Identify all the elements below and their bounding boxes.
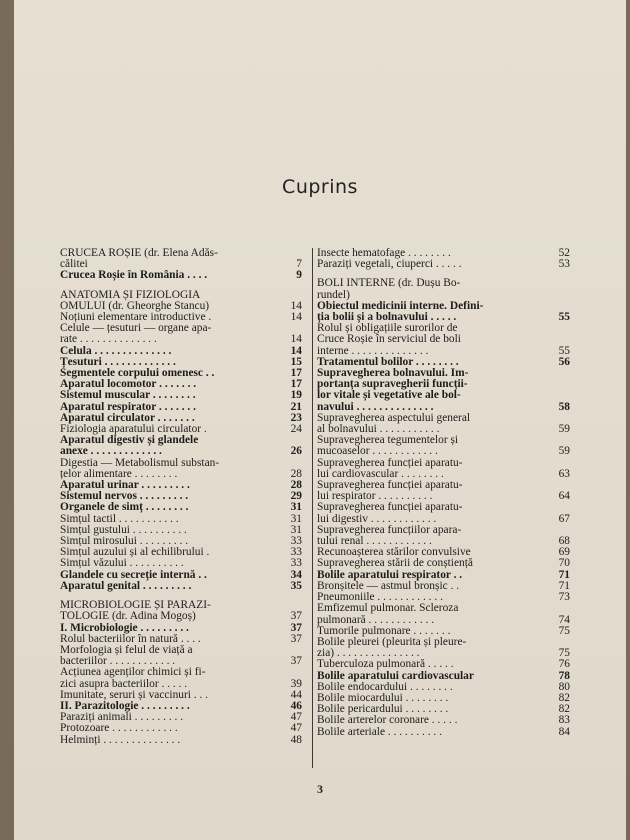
- toc-entry-line: Aparatul urinar . . . . . . . . .: [60, 479, 190, 492]
- toc-entry: [60, 558, 302, 569]
- toc-entry-page: 58: [558, 400, 570, 413]
- toc-entry-line: Insecte hematofage . . . . . . . .: [317, 247, 451, 259]
- toc-right-column: [317, 248, 570, 738]
- toc-entry: [317, 480, 570, 502]
- toc-entry-line: rate . . . . . . . . . . . . . .: [60, 333, 157, 346]
- toc-entry: [317, 525, 570, 547]
- toc-entry: [60, 735, 302, 746]
- toc-entry-line: călitei: [60, 258, 88, 271]
- toc-entry-line: Bolile miocardului . . . . . . . .: [317, 691, 449, 704]
- toc-entry-page: 71: [558, 568, 570, 581]
- toc-entry: [317, 458, 570, 480]
- toc-entry-line: Emfizemul pulmonar. Scleroza: [317, 602, 459, 615]
- toc-entry-page: 56: [558, 355, 570, 368]
- toc-entry-page: 47: [290, 711, 302, 724]
- toc-entry-page: 63: [558, 467, 570, 480]
- page-number: 3: [317, 782, 323, 796]
- toc-entry-page: 71: [558, 579, 570, 592]
- toc-entry-line: lui respirator . . . . . . . . . .: [317, 490, 433, 503]
- toc-entry-page: 55: [558, 344, 570, 357]
- toc-entry-line: Supravegherea aspectului general: [317, 411, 471, 424]
- toc-entry: [317, 715, 570, 726]
- toc-entry-page: 80: [558, 680, 570, 693]
- toc-entry-line: Segmentele corpului omenesc . .: [60, 367, 215, 380]
- toc-entry-line: Obiectul medicinii interne. Defini-: [317, 299, 484, 312]
- toc-entry-line: Cruce Roșie în serviciul de boli: [317, 333, 461, 346]
- toc-entry-line: ANATOMIA ȘI FIZIOLOGIA: [60, 288, 201, 301]
- toc-entry-page: 9: [296, 269, 302, 282]
- toc-entry-line: rundel): [317, 288, 350, 301]
- toc-entry: [317, 727, 570, 738]
- toc-entry-page: 37: [290, 610, 302, 623]
- toc-entry-page: 7: [296, 258, 302, 271]
- toc-entry-line: Sistemul muscular . . . . . . . .: [60, 389, 196, 402]
- toc-entry: [60, 600, 302, 622]
- toc-entry-page: 29: [290, 490, 302, 503]
- toc-entry-page: 17: [290, 367, 302, 380]
- toc-entry: [317, 502, 570, 524]
- toc-entry-page: 33: [290, 557, 302, 570]
- toc-entry-page: 23: [290, 411, 302, 424]
- toc-entry-line: țelor alimentare . . . . . . . .: [60, 467, 178, 480]
- toc-entry-page: 35: [290, 579, 302, 592]
- toc-entry-page: 52: [558, 247, 570, 259]
- toc-entry-line: lui cardiovascular . . . . . . . .: [317, 467, 444, 480]
- toc-entry: [317, 278, 570, 300]
- toc-entry-page: 26: [290, 445, 302, 458]
- toc-entry-line: lui digestiv . . . . . . . . . . . .: [317, 512, 437, 525]
- toc-entry: [317, 637, 570, 659]
- toc-entry-page: 33: [290, 546, 302, 559]
- page-title: Cuprins: [282, 176, 358, 198]
- toc-entry-line: Celula . . . . . . . . . . . . . .: [60, 344, 172, 357]
- toc-entry-page: 69: [558, 546, 570, 559]
- toc-entry-line: bacteriilor . . . . . . . . . . . .: [60, 655, 176, 668]
- toc-entry: [317, 368, 570, 413]
- toc-entry-line: Fiziologia aparatului circulator .: [60, 423, 207, 436]
- toc-entry-line: mucoaselor . . . . . . . . . . . .: [317, 445, 438, 458]
- toc-entry-page: 48: [290, 733, 302, 746]
- toc-entry: [317, 323, 570, 357]
- toc-entry-line: OMULUI (dr. Gheorghe Stancu): [60, 299, 210, 312]
- toc-entry-line: Acțiunea agenților chimici și fi-: [60, 666, 206, 679]
- toc-entry-page: 24: [290, 423, 302, 436]
- toc-entry-page: 31: [290, 512, 302, 525]
- toc-entry: [60, 667, 302, 689]
- toc-entry-line: Recunoașterea stărilor convulsive: [317, 546, 471, 559]
- toc-entry: [60, 390, 302, 401]
- toc-entry-line: Organele de simț . . . . . . . .: [60, 501, 189, 514]
- toc-entry-line: BOLI INTERNE (dr. Dușu Bo-: [317, 277, 461, 290]
- toc-entry: [60, 323, 302, 345]
- toc-entry-line: Supravegherea bolnavului. Im-: [317, 367, 469, 380]
- toc-entry: [317, 301, 570, 323]
- toc-entry-page: 68: [558, 535, 570, 548]
- toc-entry-line: Simțul mirosului . . . . . . . . .: [60, 535, 189, 548]
- toc-entry-line: Paraziți animali . . . . . . . . .: [60, 711, 184, 724]
- toc-entry-line: ția bolii și a bolnavului . . . . .: [317, 311, 457, 324]
- toc-entry: [60, 581, 302, 592]
- toc-entry-line: Imunitate, seruri și vaccinuri . . .: [60, 688, 209, 701]
- toc-left-column: [60, 248, 302, 746]
- toc-entry-line: Bolile aparatului respirator . .: [317, 568, 463, 581]
- toc-entry-page: 73: [558, 591, 570, 604]
- toc-entry-line: Bolile arteriale . . . . . . . . . .: [317, 725, 442, 738]
- toc-entry-page: 37: [290, 632, 302, 645]
- toc-entry-line: pulmonară . . . . . . . . . . . .: [317, 613, 435, 626]
- toc-entry-line: Aparatul circulator . . . . . . .: [60, 411, 195, 424]
- toc-entry-line: Noțiuni elementare introductive .: [60, 311, 212, 324]
- toc-entry-line: Sistemul nervos . . . . . . . . .: [60, 490, 189, 503]
- toc-entry-line: Rolul bacteriilor în natură . . . .: [60, 632, 201, 645]
- toc-entry-line: Simțul gustului . . . . . . . . . .: [60, 523, 187, 536]
- toc-entry-page: 70: [558, 557, 570, 570]
- toc-entry-line: Glandele cu secreție internă . .: [60, 568, 207, 581]
- toc-entry-line: zia) . . . . . . . . . . . . . . .: [317, 647, 420, 660]
- toc-entry-line: anexe . . . . . . . . . . . . .: [60, 445, 162, 458]
- toc-entry-line: Celule — țesuturi — organe apa-: [60, 322, 212, 335]
- toc-entry: [60, 435, 302, 457]
- column-divider: [312, 248, 313, 768]
- toc-entry-line: Bolile pericardului . . . . . . . .: [317, 703, 449, 716]
- toc-entry-page: 82: [558, 691, 570, 704]
- toc-entry-line: Supravegherea funcțiilor apara-: [317, 523, 462, 536]
- toc-entry-line: Protozoare . . . . . . . . . . . .: [60, 722, 178, 735]
- toc-entry-line: Supravegherea funcției aparatu-: [317, 501, 463, 514]
- toc-entry-line: Aparatul locomotor . . . . . . .: [60, 378, 197, 391]
- toc-entry-line: Supravegherea funcției aparatu-: [317, 479, 463, 492]
- toc-entry-line: Digestia — Metabolismul substan-: [60, 456, 220, 469]
- toc-entry-line: tului renal . . . . . . . . . . . .: [317, 535, 432, 548]
- toc-entry: [60, 502, 302, 513]
- toc-entry-line: Bolile aparatului cardiovascular: [317, 669, 474, 682]
- toc-entry-page: 59: [558, 423, 570, 436]
- toc-entry-line: Simțul tactil . . . . . . . . . . .: [60, 512, 179, 525]
- toc-entry-line: portanța supravegherii funcții-: [317, 378, 468, 391]
- toc-entry-page: 37: [290, 655, 302, 668]
- toc-entry-page: 78: [558, 669, 570, 682]
- toc-entry-page: 21: [290, 400, 302, 413]
- toc-entry-page: 31: [290, 501, 302, 514]
- toc-entry-page: 83: [558, 714, 570, 727]
- toc-entry-line: Tumorile pulmonare . . . . . . .: [317, 624, 451, 637]
- toc-entry-page: 47: [290, 722, 302, 735]
- toc-entry-line: II. Parazitologie . . . . . . . . .: [60, 699, 190, 712]
- toc-entry-page: 14: [290, 344, 302, 357]
- toc-entry-line: Bronșitele — astmul bronșic . .: [317, 579, 460, 592]
- toc-entry-page: 67: [558, 512, 570, 525]
- toc-entry: [60, 723, 302, 734]
- toc-entry-page: 17: [290, 378, 302, 391]
- toc-entry-page: 37: [290, 621, 302, 634]
- toc-entry-line: Aparatul respirator . . . . . . .: [60, 400, 196, 413]
- toc-entry-line: zici asupra bacteriilor . . . . .: [60, 677, 188, 690]
- toc-entry-page: 14: [290, 311, 302, 324]
- toc-entry-page: 76: [558, 658, 570, 671]
- toc-entry-line: Aparatul genital . . . . . . . . .: [60, 579, 192, 592]
- toc-entry: [317, 259, 570, 270]
- toc-entry-line: Pneumoniile . . . . . . . . . . . .: [317, 591, 443, 604]
- toc-entry-page: 28: [290, 479, 302, 492]
- toc-entry-line: TOLOGIE (dr. Adina Mogoș): [60, 610, 196, 623]
- toc-entry: [60, 270, 302, 281]
- toc-entry-line: Morfologia și felul de viață a: [60, 643, 193, 656]
- toc-entry: [317, 659, 570, 670]
- toc-entry-line: I. Microbiologie . . . . . . . . .: [60, 621, 189, 634]
- toc-entry-page: 28: [290, 467, 302, 480]
- toc-entry-line: Aparatul digestiv și glandele: [60, 434, 199, 447]
- toc-entry-page: 82: [558, 703, 570, 716]
- toc-entry-page: 46: [290, 699, 302, 712]
- toc-entry-page: 59: [558, 445, 570, 458]
- toc-entry-line: Țesuturi . . . . . . . . . . . . .: [60, 355, 176, 368]
- toc-entry-page: 64: [558, 490, 570, 503]
- toc-entry-page: 19: [290, 389, 302, 402]
- toc-entry-line: Crucea Roșie în România . . . .: [60, 269, 208, 282]
- toc-entry-page: 14: [290, 333, 302, 346]
- toc-entry-line: Bolile arterelor coronare . . . . .: [317, 714, 458, 727]
- toc-entry-page: 44: [290, 688, 302, 701]
- toc-entry-page: 75: [558, 624, 570, 637]
- toc-entry: [317, 435, 570, 457]
- toc-entry: [60, 290, 302, 312]
- toc-entry-line: Tratamentul bolilor . . . . . . . .: [317, 355, 459, 368]
- toc-entry-page: 14: [290, 299, 302, 312]
- toc-entry-page: 84: [558, 725, 570, 738]
- toc-entry-line: MICROBIOLOGIE ȘI PARAZI-: [60, 599, 211, 612]
- toc-entry-line: interne . . . . . . . . . . . . . .: [317, 344, 429, 357]
- toc-entry-line: Tuberculoza pulmonară . . . . .: [317, 658, 454, 671]
- toc-entry-page: 55: [558, 311, 570, 324]
- toc-entry-line: Helminți . . . . . . . . . . . . . .: [60, 733, 181, 746]
- toc-entry-page: 39: [290, 677, 302, 690]
- toc-entry: [317, 603, 570, 625]
- toc-entry-page: 15: [290, 355, 302, 368]
- toc-entry-page: 33: [290, 535, 302, 548]
- toc-entry-line: Supravegherea funcției aparatu-: [317, 456, 463, 469]
- toc-entry: [60, 645, 302, 667]
- toc-entry-line: Simțul auzului și al echilibrului .: [60, 546, 210, 559]
- toc-entry: [60, 458, 302, 480]
- toc-entry-line: Bolile endocardului . . . . . . . .: [317, 680, 453, 693]
- toc-entry-page: 74: [558, 613, 570, 626]
- toc-entry-line: CRUCEA ROȘIE (dr. Elena Adăs-: [60, 247, 218, 259]
- toc-entry-line: Supravegherea stării de conștiență: [317, 557, 473, 570]
- toc-entry-line: Simțul văzului . . . . . . . . . .: [60, 557, 184, 570]
- toc-entry-line: Bolile pleurei (pleurita și pleure-: [317, 635, 467, 648]
- toc-entry: [317, 558, 570, 569]
- toc-entry-page: 31: [290, 523, 302, 536]
- toc-entry-line: Rolul și obligațiile surorilor de: [317, 322, 458, 335]
- toc-entry-line: al bolnavului . . . . . . . . . . .: [317, 423, 440, 436]
- toc-entry-page: 53: [558, 258, 570, 271]
- toc-entry-line: navului . . . . . . . . . . . . . .: [317, 400, 434, 413]
- toc-entry-page: 75: [558, 647, 570, 660]
- toc-entry-line: Paraziți vegetali, ciuperci . . . . .: [317, 258, 462, 271]
- toc-entry: [60, 248, 302, 270]
- book-page: [14, 0, 626, 840]
- toc-entry-line: lor vitale și vegetative ale bol-: [317, 389, 461, 402]
- toc-entry-page: 34: [290, 568, 302, 581]
- toc-entry: [317, 413, 570, 435]
- toc-entry-line: Supravegherea tegumentelor și: [317, 434, 459, 447]
